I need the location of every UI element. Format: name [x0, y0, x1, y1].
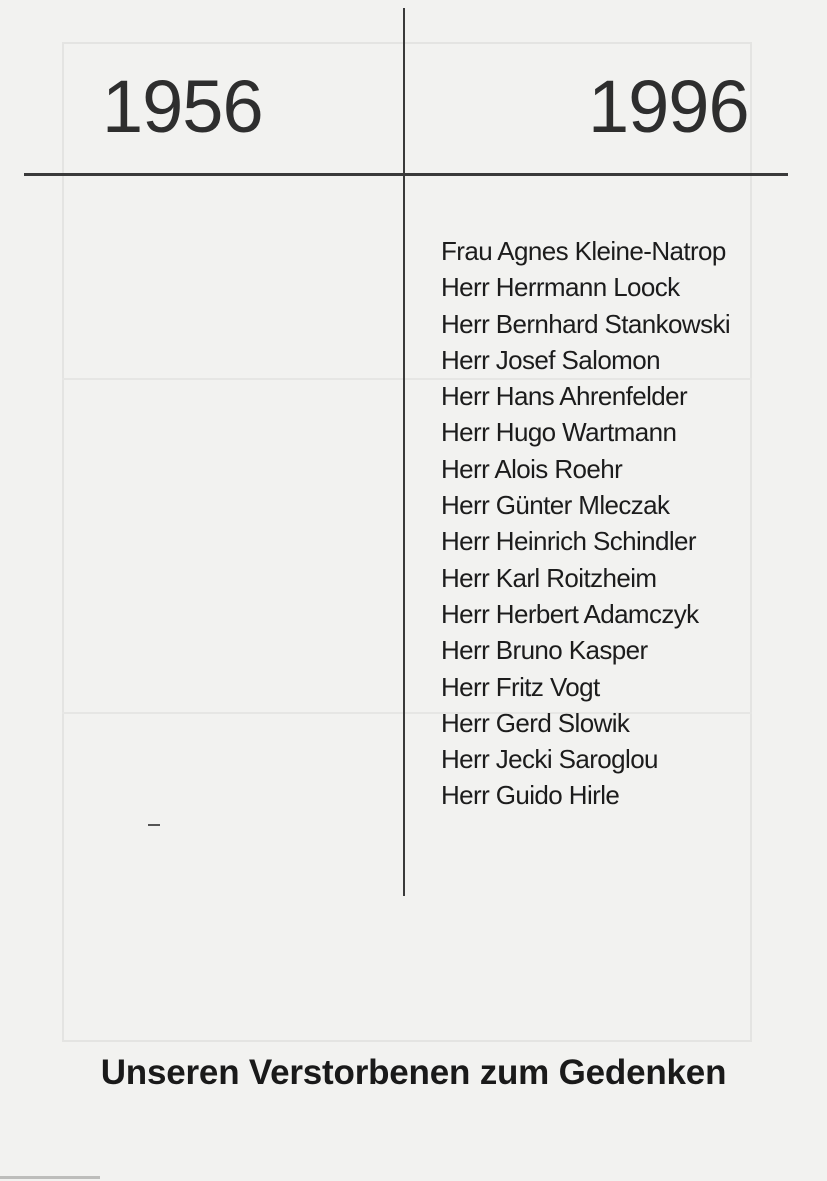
memorial-name: Frau Agnes Kleine-Natrop — [441, 236, 726, 266]
memorial-name: Herr Karl Roitzheim — [441, 562, 657, 593]
memorial-name: Herr Herrmann Loock — [441, 272, 680, 303]
memorial-name-list — [441, 233, 730, 814]
memorial-name: Herr Bernhard Stankowski — [441, 308, 731, 339]
memorial-name: Herr Heinrich Schindler — [441, 526, 696, 557]
memorial-name: Herr Gerd Slowik — [441, 707, 630, 738]
memorial-name: Herr Alois Roehr — [441, 453, 623, 484]
memorial-name: Herr Fritz Vogt — [441, 671, 600, 702]
memorial-name: Herr Bruno Kasper — [441, 635, 648, 666]
ink-mark — [148, 824, 160, 826]
memorial-name: Herr Hugo Wartmann — [441, 417, 677, 448]
memorial-name: Herr Guido Hirle — [441, 780, 620, 811]
memorial-name: Herr Hans Ahrenfelder — [441, 381, 688, 412]
year-end: 1996 — [588, 65, 749, 148]
memorial-name: Herr Josef Salomon — [441, 344, 660, 375]
vertical-divider — [403, 8, 405, 896]
memorial-name: Herr Herbert Adamczyk — [441, 598, 699, 629]
horizontal-divider — [24, 173, 788, 176]
memorial-caption: Unseren Verstorbenen zum Gedenken — [100, 1053, 727, 1092]
page-edge — [0, 1176, 100, 1179]
memorial-name: Herr Günter Mleczak — [441, 490, 670, 521]
memorial-name: Herr Jecki Saroglou — [441, 744, 658, 775]
year-start: 1956 — [102, 65, 263, 148]
